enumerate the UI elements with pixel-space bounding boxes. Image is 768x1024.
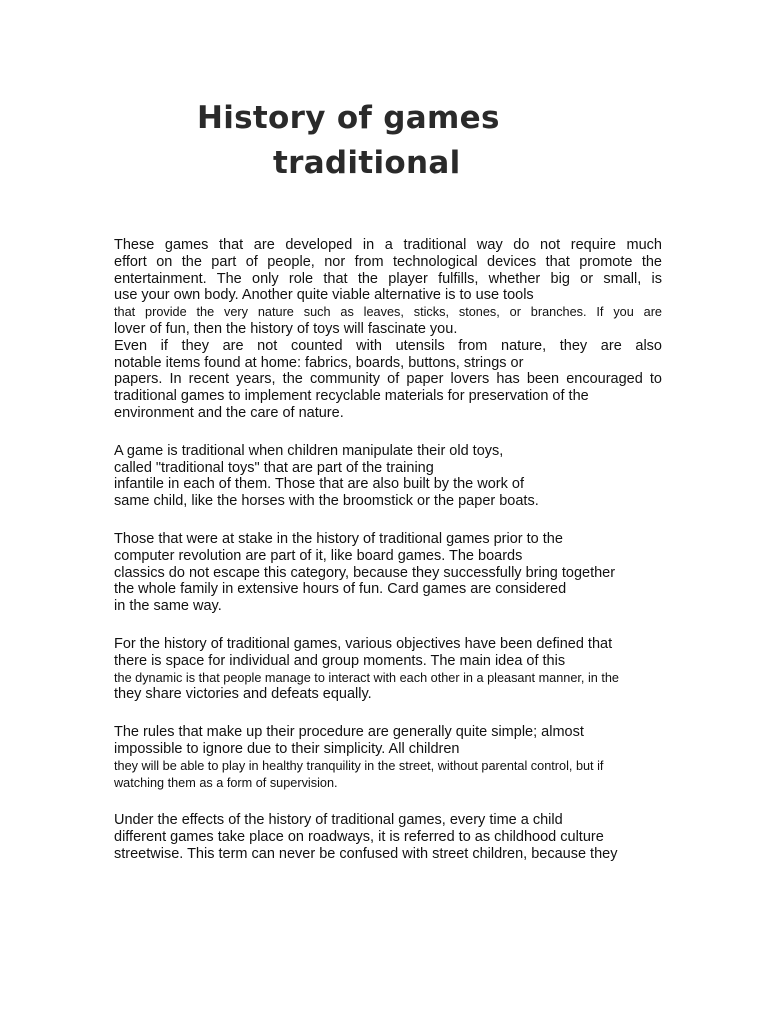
paragraph-line: streetwise. This term can never be confused with street children, because they <box>114 845 618 862</box>
paragraph-line: lover of fun, then the history of toys will fascinate you. <box>114 320 458 337</box>
paragraph-line: computer revolution are part of it, like board games. The boards <box>114 547 523 564</box>
paragraph-line: A game is traditional when children manipulate their old toys, <box>114 442 504 459</box>
paragraph <box>114 812 662 862</box>
paragraph-line: there is space for individual and group moments. The main idea of this <box>114 652 566 669</box>
paragraph-line: Under the effects of the history of traditional games, every time a child <box>114 812 563 829</box>
paragraph-line: environment and the care of nature. <box>114 404 344 421</box>
paragraph-line: that provide the very nature such as leaves, sticks, stones, or branches. If you are <box>114 305 662 320</box>
paragraph-line: Those that were at stake in the history of traditional games prior to the <box>114 530 563 547</box>
document-title-line-1: History of games <box>197 100 500 136</box>
paragraph-line: same child, like the horses with the broomstick or the paper boats. <box>114 493 539 510</box>
paragraph-line: classics do not escape this category, because they successfully bring together <box>114 564 616 581</box>
paragraph-line: watching them as a form of supervision. <box>114 775 338 790</box>
paragraph-line: effort on the part of people, nor from technological devices that promote the <box>114 253 662 270</box>
paragraph-line: infantile in each of them. Those that are also built by the work of <box>114 476 524 493</box>
paragraph-line: different games take place on roadways, it is referred to as childhood culture <box>114 829 604 846</box>
paragraph <box>114 237 662 422</box>
paragraph <box>114 531 662 615</box>
paragraph-line: traditional games to implement recyclable materials for preservation of the <box>114 388 589 405</box>
paragraph-line: in the same way. <box>114 598 222 615</box>
paragraph-line: impossible to ignore due to their simplicity. All children <box>114 740 460 757</box>
paragraph <box>114 443 662 510</box>
paragraph-line: The rules that make up their procedure are generally quite simple; almost <box>114 724 584 741</box>
paragraph-line: they share victories and defeats equally. <box>114 686 372 703</box>
paragraph-line: they will be able to play in healthy tranquility in the street, without parental control, but if <box>114 758 604 773</box>
paragraph-line: use your own body. Another quite viable alternative is to use tools <box>114 287 534 304</box>
paragraph-line: called "traditional toys" that are part of the training <box>114 459 434 476</box>
paragraph-line: notable items found at home: fabrics, boards, buttons, strings or <box>114 354 524 371</box>
paragraph <box>114 636 662 703</box>
paragraph-line: Even if they are not counted with utensils from nature, they are also <box>114 337 662 354</box>
paragraph-line: papers. In recent years, the community of paper lovers has been encouraged to <box>114 371 662 388</box>
paragraph <box>114 724 662 791</box>
paragraph-line: For the history of traditional games, various objectives have been defined that <box>114 635 613 652</box>
paragraph-line: the dynamic is that people manage to interact with each other in a pleasant manner, in the <box>114 670 619 685</box>
document-body <box>114 237 662 884</box>
paragraph-line: entertainment. The only role that the player fulfills, whether big or small, is <box>114 270 662 287</box>
paragraph-line: These games that are developed in a traditional way do not require much <box>114 237 662 253</box>
paragraph-line: the whole family in extensive hours of fun. Card games are considered <box>114 581 567 598</box>
document-title-line-2: traditional <box>273 145 461 181</box>
